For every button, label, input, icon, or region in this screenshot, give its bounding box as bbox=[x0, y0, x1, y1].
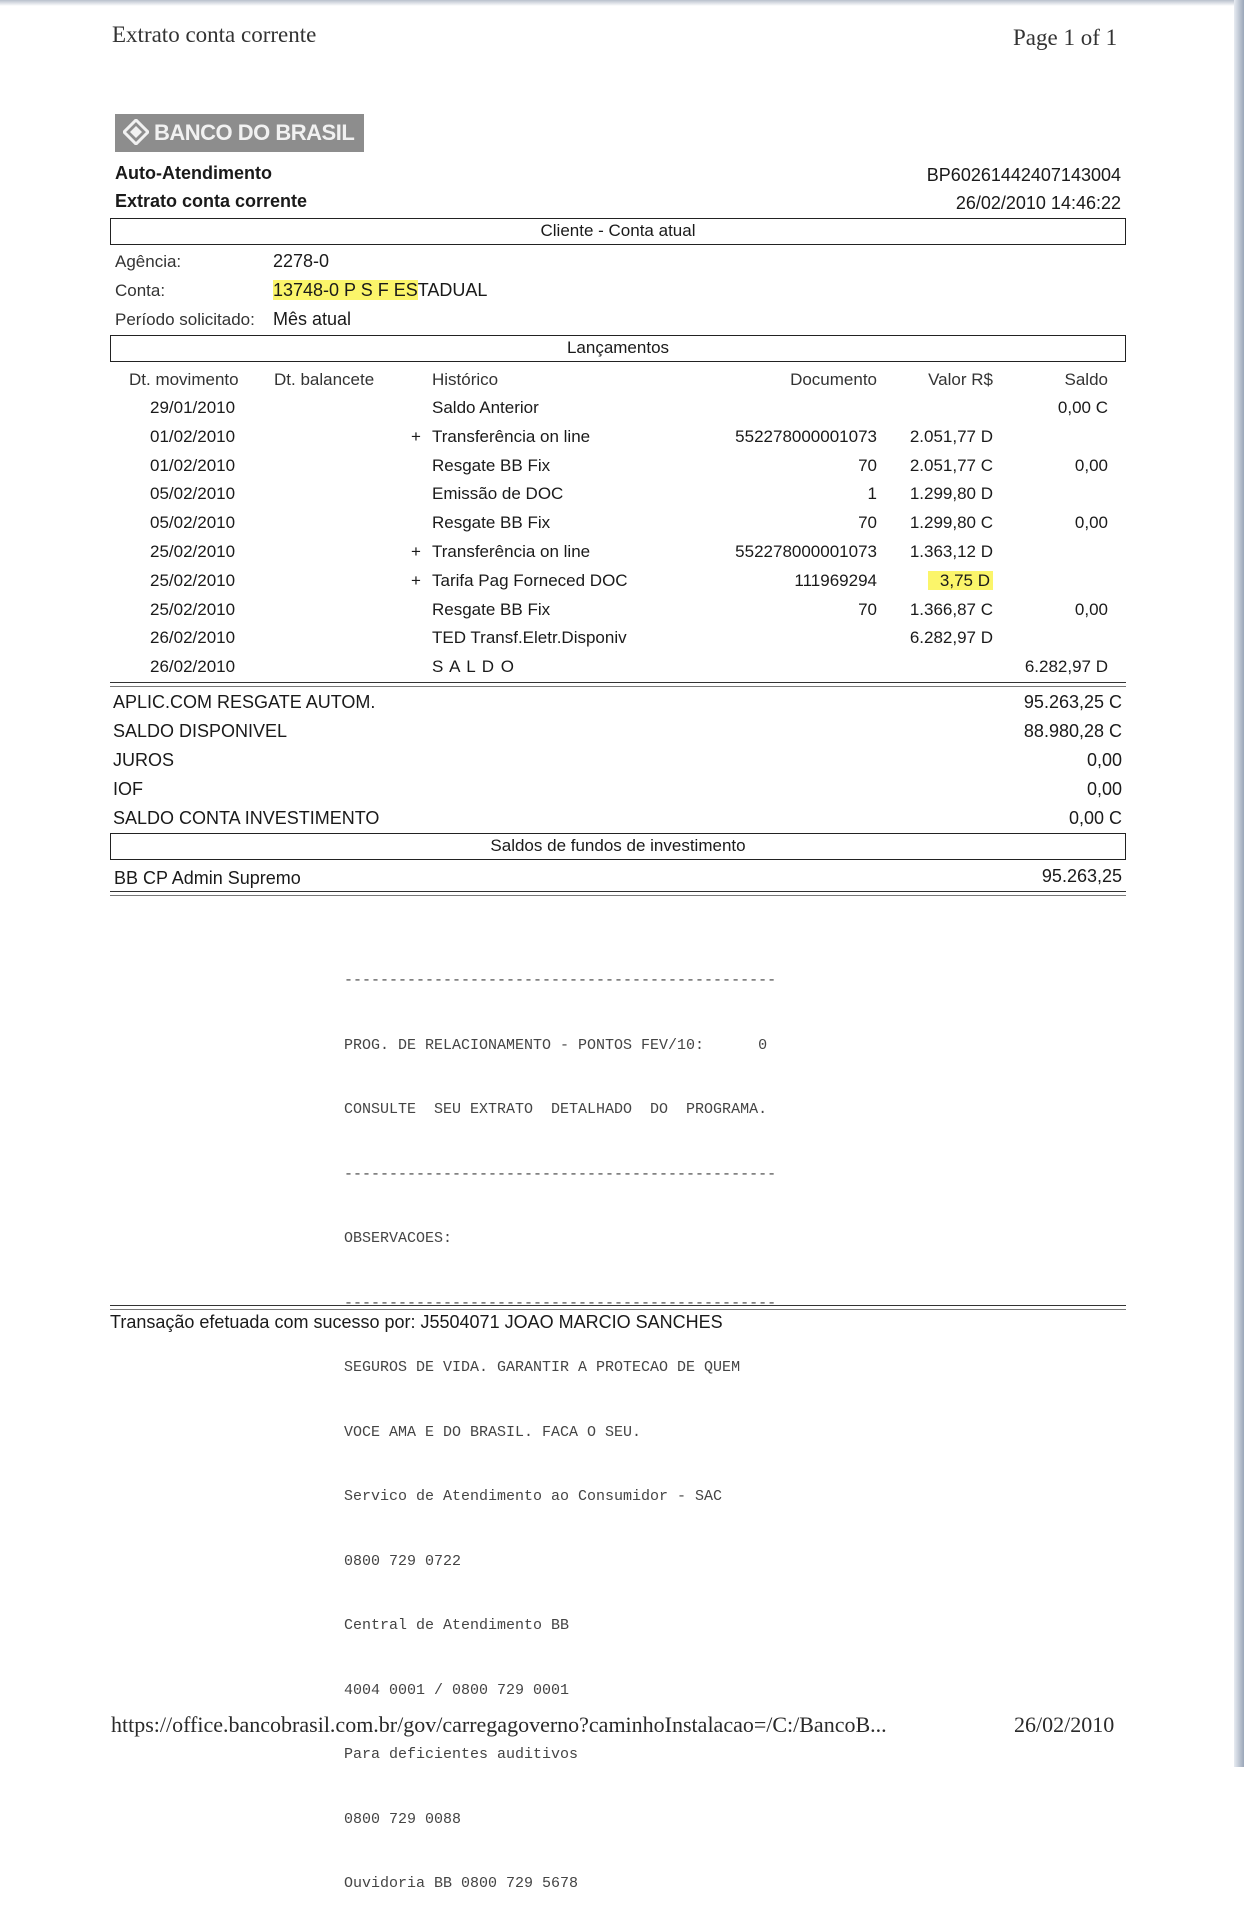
print-header-title: Extrato conta corrente bbox=[112, 22, 317, 47]
message-block bbox=[344, 927, 776, 1916]
col-historico: Histórico bbox=[432, 370, 499, 389]
tx-valor: 1.366,87 C bbox=[909, 599, 993, 619]
conta-value bbox=[273, 280, 487, 301]
summary-label: SALDO CONTA INVESTIMENTO bbox=[113, 808, 380, 828]
obs-line: Servico de Atendimento ao Consumidor - SAC bbox=[344, 1488, 723, 1505]
divider-before-note bbox=[110, 1305, 1126, 1310]
dash-line: ------------------------------------------------ bbox=[344, 972, 777, 989]
tx-historico: S A L D O bbox=[432, 657, 516, 677]
banco-do-brasil-logo bbox=[115, 114, 364, 152]
tx-documento: 70 bbox=[858, 599, 877, 619]
summary-value: 95.263,25 C bbox=[1023, 692, 1122, 712]
tx-valor: 6.282,97 D bbox=[909, 628, 993, 648]
summary-label: APLIC.COM RESGATE AUTOM. bbox=[113, 692, 376, 712]
tx-valor: 2.051,77 D bbox=[909, 426, 993, 446]
prog-line-2: CONSULTE SEU EXTRATO DETALHADO DO PROGRAMA. bbox=[344, 1101, 768, 1118]
protocol-number: BP60261442407143004 bbox=[926, 165, 1121, 185]
obs-line: 0800 729 0722 bbox=[344, 1552, 462, 1570]
footer-url: https://office.bancobrasil.com.br/gov/carregagoverno?caminhoInstalacao=/C:/BancoB... bbox=[111, 1712, 887, 1737]
periodo-label: Período solicitado: bbox=[115, 310, 255, 329]
conta-value-rest: TADUAL bbox=[417, 280, 488, 300]
tx-historico: Saldo Anterior bbox=[432, 398, 539, 417]
observacoes-title: OBSERVACOES: bbox=[344, 1230, 453, 1247]
col-documento: Documento bbox=[790, 370, 877, 389]
summary-value: 88.980,28 C bbox=[1023, 721, 1122, 741]
tx-historico: Tarifa Pag Forneced DOC bbox=[432, 570, 628, 590]
col-dt-movimento: Dt. movimento bbox=[129, 370, 239, 389]
tx-date: 05/02/2010 bbox=[150, 484, 236, 504]
tx-date: 26/02/2010 bbox=[150, 657, 236, 677]
summary-label: SALDO DISPONIVEL bbox=[113, 721, 288, 741]
summary-value: 0,00 bbox=[1086, 779, 1122, 799]
bank-logo-text: BANCO DO BRASIL bbox=[154, 120, 355, 145]
header-extrato: Extrato conta corrente bbox=[115, 191, 308, 211]
header-auto-atendimento: Auto-Atendimento bbox=[115, 163, 272, 183]
tx-saldo: 0,00 bbox=[1074, 455, 1108, 475]
summary-value: 0,00 C bbox=[1068, 808, 1122, 828]
tx-historico: TED Transf.Eletr.Disponiv bbox=[432, 628, 627, 648]
tx-saldo: 0,00 C bbox=[1057, 398, 1108, 417]
fund-name: BB CP Admin Supremo bbox=[114, 868, 301, 888]
fund-value: 95.263,25 bbox=[1041, 866, 1122, 886]
prog-line-1: PROG. DE RELACIONAMENTO - PONTOS FEV/10: 0 bbox=[344, 1036, 768, 1054]
lancamentos-title: Lançamentos bbox=[110, 335, 1126, 362]
dash-line: ------------------------------------------------ bbox=[344, 1165, 777, 1183]
tx-plus-marker: + bbox=[411, 542, 421, 561]
scan-edge-top bbox=[0, 0, 1244, 6]
tx-valor: 1.363,12 D bbox=[909, 542, 993, 561]
print-header-page: Page 1 of 1 bbox=[1013, 25, 1118, 50]
tx-date: 29/01/2010 bbox=[150, 398, 236, 417]
tx-plus-marker: + bbox=[411, 426, 421, 446]
tx-documento: 552278000001073 bbox=[735, 426, 877, 446]
tx-date: 25/02/2010 bbox=[150, 599, 236, 619]
tx-saldo: 0,00 bbox=[1074, 599, 1108, 619]
tx-historico: Resgate BB Fix bbox=[432, 513, 551, 533]
tx-date: 25/02/2010 bbox=[150, 570, 236, 590]
tx-documento: 111969294 bbox=[794, 570, 877, 590]
obs-line: Central de Atendimento BB bbox=[344, 1617, 570, 1634]
tx-saldo: 0,00 bbox=[1074, 513, 1108, 533]
header-datetime: 26/02/2010 14:46:22 bbox=[955, 193, 1121, 213]
dash-line: ------------------------------------------------ bbox=[344, 1294, 777, 1312]
tx-documento: 552278000001073 bbox=[735, 542, 877, 561]
tx-historico: Emissão de DOC bbox=[432, 484, 564, 504]
summary-value: 0,00 bbox=[1086, 750, 1122, 770]
bb-symbol-icon bbox=[123, 119, 149, 145]
tx-date: 25/02/2010 bbox=[150, 542, 236, 561]
tx-valor-highlight: 3,75 D bbox=[928, 571, 993, 590]
obs-line: 0800 729 0088 bbox=[344, 1810, 462, 1828]
tx-valor: 1.299,80 C bbox=[909, 513, 993, 533]
periodo-value: Mês atual bbox=[273, 309, 352, 329]
tx-historico: Resgate BB Fix bbox=[432, 599, 551, 619]
tx-documento: 1 bbox=[867, 484, 877, 504]
summary-label: JUROS bbox=[113, 750, 175, 770]
footer-date: 26/02/2010 bbox=[1014, 1712, 1115, 1737]
agencia-label: Agência: bbox=[115, 252, 182, 271]
conta-label: Conta: bbox=[115, 281, 166, 300]
client-section-title: Cliente - Conta atual bbox=[110, 218, 1126, 245]
tx-date: 01/02/2010 bbox=[150, 455, 236, 475]
obs-line: VOCE AMA E DO BRASIL. FACA O SEU. bbox=[344, 1423, 642, 1441]
col-saldo: Saldo bbox=[1064, 370, 1108, 389]
funds-title: Saldos de fundos de investimento bbox=[110, 833, 1126, 860]
tx-valor: 1.299,80 D bbox=[909, 484, 993, 504]
tx-valor: 2.051,77 C bbox=[909, 455, 993, 475]
summary-label: IOF bbox=[113, 779, 143, 799]
obs-line: Ouvidoria BB 0800 729 5678 bbox=[344, 1875, 579, 1892]
tx-plus-marker: + bbox=[411, 570, 421, 590]
tx-saldo: 6.282,97 D bbox=[1024, 657, 1108, 677]
tx-date: 26/02/2010 bbox=[150, 628, 236, 648]
tx-historico: Resgate BB Fix bbox=[432, 455, 551, 475]
obs-line: 4004 0001 / 0800 729 0001 bbox=[344, 1681, 570, 1699]
tx-date: 01/02/2010 bbox=[150, 426, 236, 446]
transaction-note: Transação efetuada com sucesso por: J5504071 JOAO MARCIO SANCHES bbox=[110, 1312, 723, 1332]
obs-line: Para deficientes auditivos bbox=[344, 1746, 579, 1763]
obs-line: SEGUROS DE VIDA. GARANTIR A PROTECAO DE QUEM bbox=[344, 1359, 741, 1376]
agencia-value: 2278-0 bbox=[273, 251, 330, 271]
conta-value-highlight: 13748-0 P S F ES bbox=[273, 280, 418, 300]
tx-date: 05/02/2010 bbox=[150, 513, 236, 533]
scan-edge-right bbox=[1234, 0, 1244, 1767]
tx-historico: Transferência on line bbox=[432, 542, 591, 561]
tx-valor bbox=[880, 571, 993, 591]
tx-documento: 70 bbox=[858, 513, 877, 533]
divider-after-transactions bbox=[110, 682, 1126, 687]
col-dt-balancete: Dt. balancete bbox=[274, 370, 375, 389]
tx-historico: Transferência on line bbox=[432, 426, 591, 446]
col-valor: Valor R$ bbox=[928, 370, 993, 389]
divider-after-funds bbox=[110, 891, 1126, 896]
tx-documento: 70 bbox=[858, 455, 877, 475]
